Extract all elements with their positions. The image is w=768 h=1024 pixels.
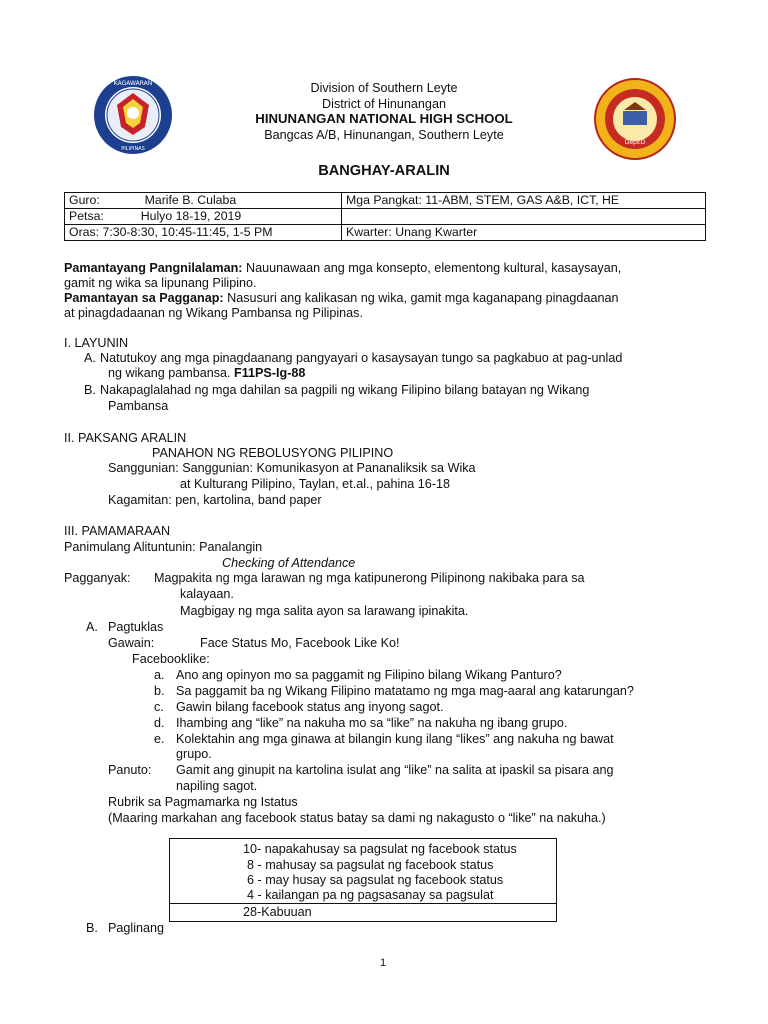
paksa-topic: PANAHON NG REBOLUSYONG PILIPINO [152,446,394,460]
page-number: 1 [380,957,387,969]
rubric-divider [170,903,556,904]
pangnilalaman-text-2: gamit ng wika sa lipunang Pilipino. [64,276,257,290]
petsa-label: Petsa: [69,209,104,223]
item-d-letter: d. [154,716,165,730]
pagganyak-line-3: Magbigay ng mga salita ayon sa larawang ipinakita. [180,604,469,618]
item-b-text: Sa paggamit ba ng Wikang Filipino matatamo ng mga mag-aaral ang katarungan? [176,684,634,698]
svg-text:KAGAWARAN: KAGAWARAN [113,80,153,87]
rubric-table [169,838,557,922]
facebooklike-label: Facebooklike: [132,652,210,666]
gawain-value: Face Status Mo, Facebook Like Ko! [200,636,400,650]
rubric-row-10: 10- napakahusay sa pagsulat ng facebook status [243,842,517,856]
item-e-text-1: Kolektahin ang mga ginawa at bilangin kung ilang “likes” ang nakuha ng bawat [176,732,614,746]
school-name: HINUNANGAN NATIONAL HIGH SCHOOL [255,111,513,126]
pagganap-text-2: at pinagdadaanan ng Wikang Pambansa ng Pilipinas. [64,306,363,320]
paksa-heading: II. PAKSANG ARALIN [64,431,187,445]
item-e-text-2: grupo. [176,747,212,761]
kagamitan-line: Kagamitan: pen, kartolina, band paper [108,493,322,507]
item-b-letter: b. [154,684,165,698]
panuto-label: Panuto: [108,763,152,777]
rubric-total: 28-Kabuuan [243,905,312,919]
rubric-row-6: 6 - may husay sa pagsulat ng facebook status [247,873,504,887]
svg-text:PILIPINAS: PILIPINAS [121,146,145,152]
item-e-letter: e. [154,732,165,746]
layunin-b-line-1: Nakapaglalahad ng mga dahilan sa pagpili ng wikang Filipino bilang batayan ng Wikang [100,383,590,397]
guro-cell [65,193,342,209]
kwarter-cell: Kwarter: Unang Kwarter [342,225,706,241]
svg-text:DepED: DepED [624,139,646,146]
item-c-letter: c. [154,700,164,714]
gawain-label: Gawain: [108,636,155,650]
guro-label: Guro: [69,193,100,207]
layunin-a-text-2: ng wikang pambansa. [108,366,231,380]
rubric-row-4: 4 - kailangan pa ng pagsasanay sa pagsulat [247,888,494,902]
pangkat-cell: Mga Pangkat: 11-ABM, STEM, GAS A&B, ICT, HE [342,193,706,209]
pagganyak-line-1: Magpakita ng mga larawan ng mga katipunerong Pilipinong nakibaka para sa [154,571,585,585]
layunin-a-line-2 [108,365,305,381]
pagganyak-line-2: kalayaan. [180,587,234,601]
paglinang-letter: B. [86,921,98,935]
pagganap-label: Pamantayan sa Pagganap: [64,291,224,305]
school-address: Bangcas A/B, Hinunangan, Southern Leyte [264,128,504,142]
pangnilalaman-label: Pamantayang Pangnilalaman: [64,261,243,275]
item-a-text: Ano ang opinyon mo sa paggamit ng Filipino bilang Wikang Panturo? [176,668,562,682]
attendance-line: Checking of Attendance [222,556,356,570]
pagtuklas-letter: A. [86,620,98,634]
sanggunian-line-1: Sanggunian: Sanggunian: Komunikasyon at Pananaliksik sa Wika [108,461,476,475]
pamamaraan-heading: III. PAMAMARAAN [64,524,171,538]
item-d-text: Ihambing ang “like” na nakuha mo sa “like” na nakuha ng ibang grupo. [176,716,568,730]
layunin-a-line-1: Natutukoy ang mga pinagdaanang pangyayari o kasaysayan tungo sa pagkabuo at pag-unlad [100,351,623,365]
district-label: District of Hinunangan [322,97,446,111]
pagtuklas-title: Pagtuklas [108,620,164,634]
layunin-b-line-2: Pambansa [108,399,169,413]
pagganyak-label: Pagganyak: [64,571,131,585]
layunin-a-letter: A. [84,351,96,365]
division-label: Division of Southern Leyte [310,81,458,95]
pangnilalaman-text-1: Nauunawaan ang mga konsepto, elementong kultural, kasaysayan, [245,261,622,275]
panuto-line-1: Gamit ang ginupit na kartolina isulat ang “like” na salita at ipaskil sa pisara ang [176,763,614,777]
petsa-cell [65,209,342,225]
rubric-row-8: 8 - mahusay sa pagsulat ng facebook status [247,858,494,872]
panimula-line: Panimulang Alituntunin: Panalangin [64,540,263,554]
pagganap-text-1: Nasusuri ang kalikasan ng wika, gamit mga kaganapang pinagdaanan [227,291,619,305]
paglinang-title: Paglinang [108,921,165,935]
layunin-b-letter: B. [84,383,96,397]
pangnilalaman-line-1 [64,260,621,276]
oras-cell: Oras: 7:30-8:30, 10:45-11:45, 1-5 PM [65,225,342,241]
guro-value: Marife B. Culaba [144,193,237,207]
rubrik-title: Rubrik sa Pagmamarka ng Istatus [108,795,298,809]
pagganap-line-1 [64,290,618,306]
panuto-line-2: napiling sagot. [176,779,258,793]
empty-cell [342,209,706,225]
petsa-value: Hulyo 18-19, 2019 [140,209,242,223]
info-table [64,192,706,241]
rubrik-note: (Maaring markahan ang facebook status batay sa dami ng nakagusto o “like” na nakuha.) [108,811,606,825]
document-title: BANGHAY-ARALIN [318,163,450,179]
item-c-text: Gawin bilang facebook status ang inyong sagot. [176,700,444,714]
item-a-letter: a. [154,668,165,682]
layunin-heading: I. LAYUNIN [64,336,129,350]
sanggunian-line-2: at Kulturang Pilipino, Taylan, et.al., pahina 16-18 [180,477,451,491]
learning-competency-code: F11PS-Ig-88 [234,366,306,380]
